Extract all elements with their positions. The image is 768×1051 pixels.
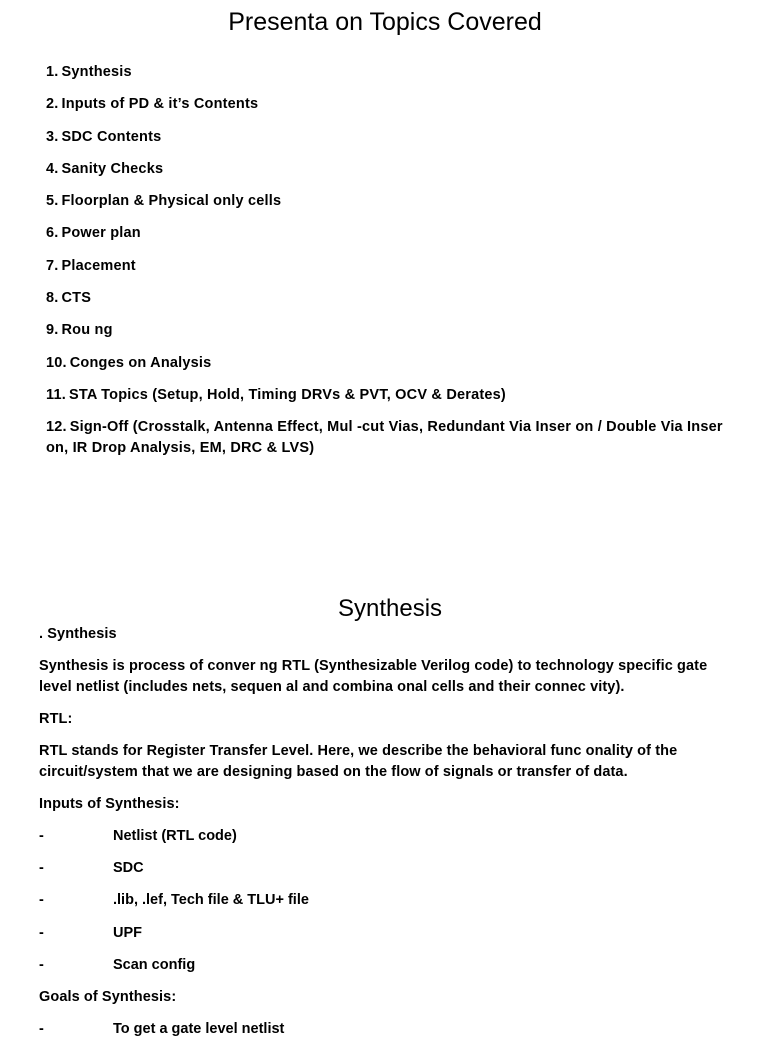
item-number: 3. (46, 128, 59, 145)
rtl-paragraph: RTL stands for Register Transfer Level. Here, we describe the behavioral func onality of the circuit/system that we are designing based on the flow of signals or transfer of data. (39, 743, 678, 780)
inputs-label: Inputs of Synthesis: (39, 796, 180, 812)
item-number: 7. (46, 257, 59, 274)
item-number: 5. (46, 193, 59, 210)
rtl-label: RTL: (39, 711, 73, 727)
dash-marker: - (39, 1020, 44, 1037)
definition-paragraph: Synthesis is process of conver ng RTL (Synthesizable Verilog code) to technology specific gate level netlist (includes nets, sequen al and combina onal cells and their connec vity). (39, 658, 708, 695)
dash-marker: - (39, 892, 44, 909)
item-number: 10. (46, 354, 67, 371)
item-number: 4. (46, 160, 59, 177)
item-text: Scan config (113, 956, 196, 973)
list-item (39, 826, 739, 858)
list-item (39, 858, 739, 890)
list-item (46, 94, 736, 126)
item-text: Sanity Checks (61, 160, 164, 177)
list-item (46, 127, 736, 159)
list-item (46, 191, 736, 223)
list-item (46, 320, 736, 352)
item-number: 11. (46, 386, 66, 403)
item-text: To get a gate level netlist (113, 1020, 285, 1037)
list-item (46, 62, 736, 94)
list-item (46, 417, 736, 459)
item-text: UPF (113, 924, 142, 941)
list-item (46, 353, 736, 385)
synthesis-section (39, 624, 739, 1051)
list-item (46, 256, 736, 288)
item-text: CTS (61, 290, 92, 307)
goals-label: Goals of Synthesis: (39, 988, 177, 1005)
item-text: Floorplan & Physical only cells (61, 193, 282, 210)
item-text: Rou ng (61, 322, 113, 339)
item-text: Netlist (RTL code) (113, 828, 237, 844)
topics-list (46, 62, 736, 459)
list-item (39, 890, 739, 922)
item-text: Inputs of PD & it’s Contents (61, 96, 259, 113)
item-text: Placement (61, 257, 136, 274)
dash-marker: - (39, 828, 44, 844)
dash-marker: - (39, 956, 44, 973)
item-number: 2. (46, 96, 59, 113)
list-item (39, 955, 739, 987)
page-title: Presenta on Topics Covered (228, 8, 542, 36)
item-text: .lib, .lef, Tech file & TLU+ file (113, 892, 309, 909)
item-number: 8. (46, 290, 59, 307)
inputs-list (39, 826, 739, 987)
list-item (46, 159, 736, 191)
item-number: 12. (46, 419, 67, 436)
item-text: Power plan (61, 225, 141, 242)
item-text: SDC (113, 860, 144, 877)
item-number: 9. (46, 322, 59, 339)
item-text: Synthesis (61, 64, 132, 80)
dash-marker: - (39, 860, 44, 877)
item-text: STA Topics (Setup, Hold, Timing DRVs & PVT, OCV & Derates) (68, 386, 506, 403)
item-text: Conges on Analysis (69, 354, 212, 371)
item-number: 1. (46, 64, 59, 80)
section-heading: Synthesis (337, 595, 443, 622)
item-number: 6. (46, 225, 59, 242)
list-item (46, 385, 736, 417)
dash-marker: - (39, 924, 44, 941)
item-text: Sign-Off (Crosstalk, Antenna Effect, Mul -cut Vias, Redundant Via Inser on / Double Via Inser on, IR Drop Analysis, EM, DRC & LVS) (46, 419, 723, 457)
list-item (46, 223, 736, 255)
item-text: SDC Contents (61, 128, 162, 145)
sub-heading: . Synthesis (39, 626, 117, 642)
list-item (46, 288, 736, 320)
list-item (39, 923, 739, 955)
